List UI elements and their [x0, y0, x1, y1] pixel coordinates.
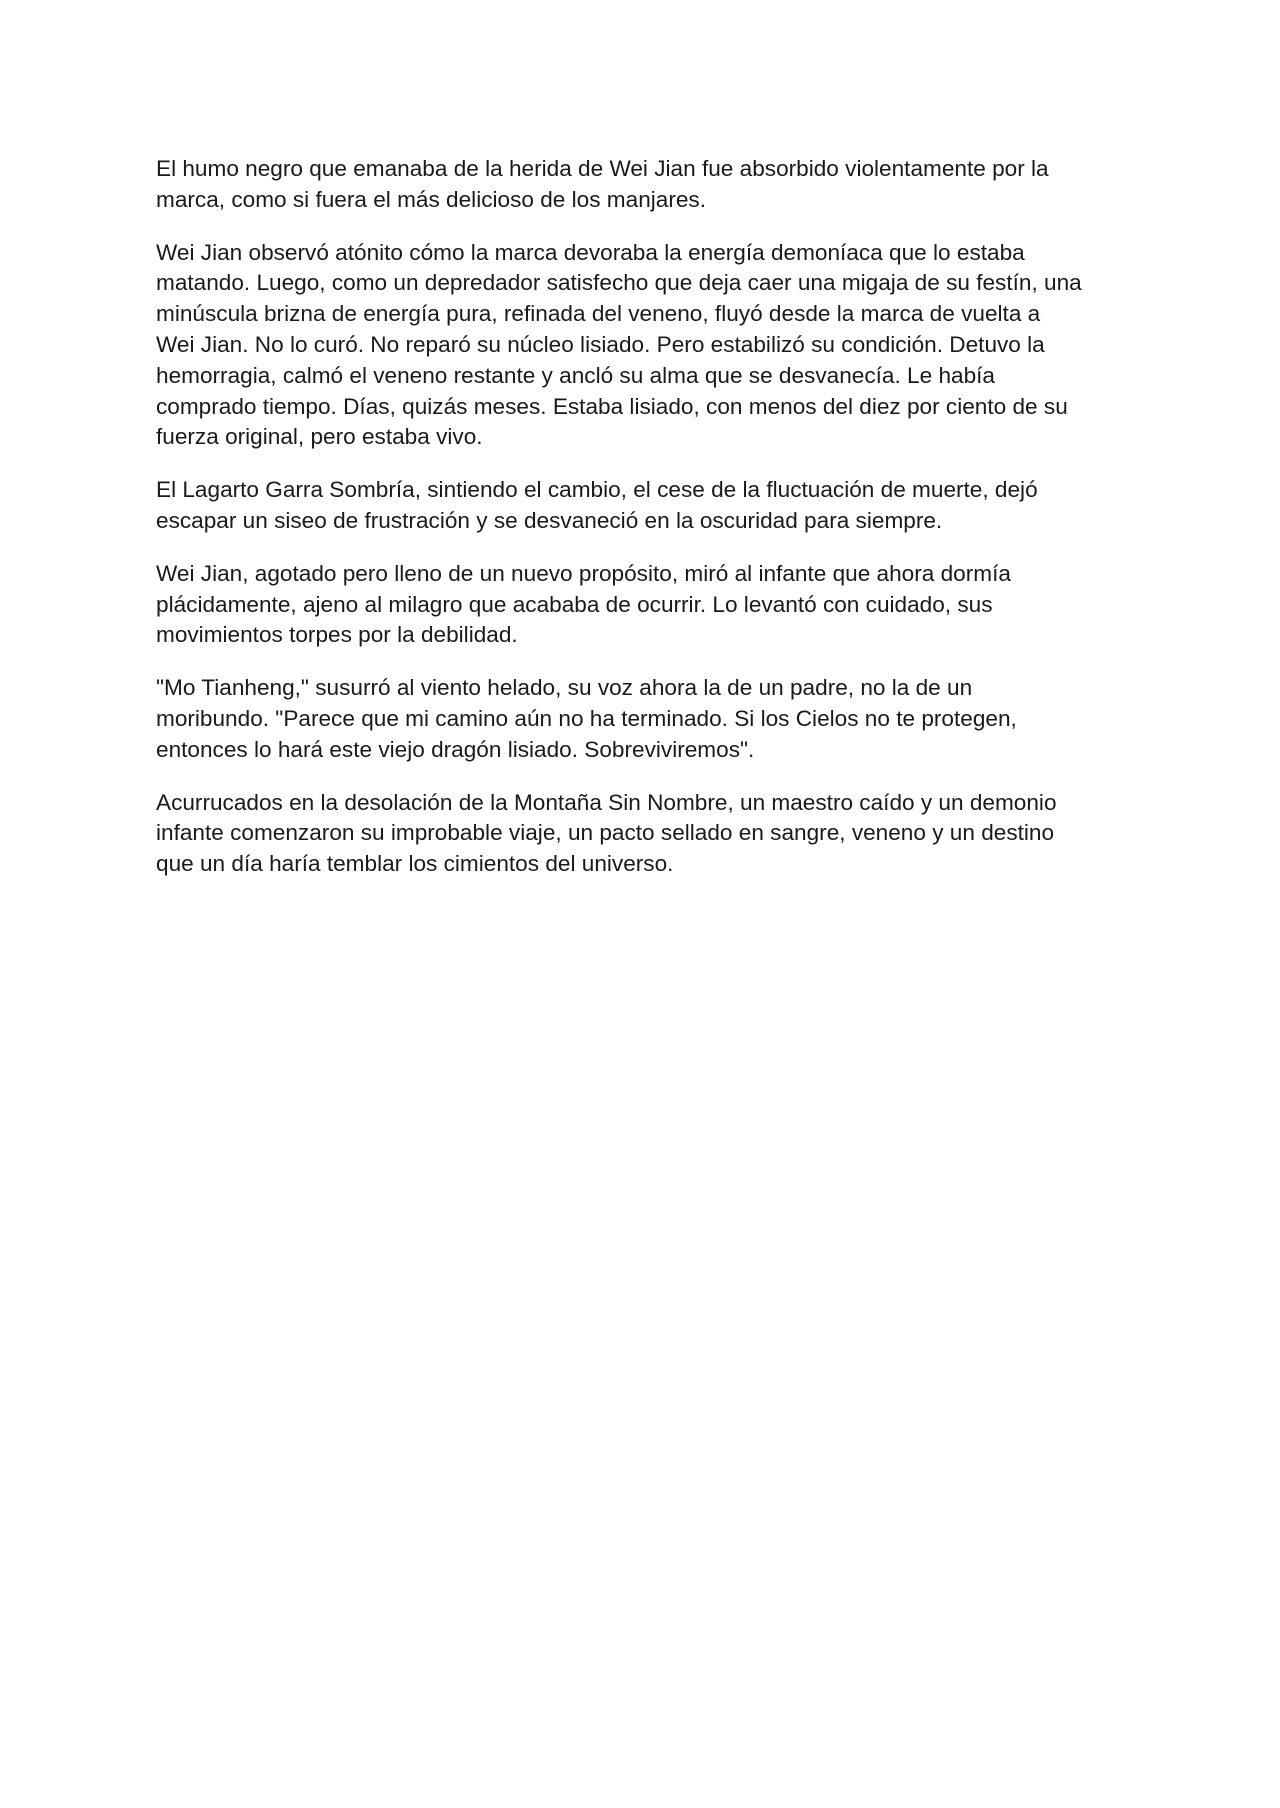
- paragraph: El humo negro que emanaba de la herida de Wei Jian fue absorbido violentamente por la marca, como si fuera el más delicioso de los manjares.: [156, 156, 1049, 212]
- paragraph: El Lagarto Garra Sombría, sintiendo el cambio, el cese de la fluctuación de muerte, dejó escapar un siseo de frustración y se desvaneció en la oscuridad para siempre.: [156, 477, 1038, 533]
- document-body: [156, 154, 1146, 902]
- paragraph: Wei Jian, agotado pero lleno de un nuevo propósito, miró al infante que ahora dormía plácidamente, ajeno al milagro que acababa de ocurrir. Lo levantó con cuidado, sus movimientos torpes por la debilidad.: [156, 560, 1011, 648]
- paragraph: Wei Jian observó atónito cómo la marca devoraba la energía demoníaca que lo estaba matando. Luego, como un depredador satisfecho que deja caer una migaja de su festín, una minúscula brizna de energía pura, refinada del veneno, fluyó desde la marca de vuelta a Wei Jian. No lo curó. No reparó su núcleo lisiado. Pero estabilizó su condición. Detuvo la hemorragia, calmó el veneno restante y ancló su alma que se desvanecía. Le había comprado tiempo. Días, quizás meses. Estaba lisiado, con menos del diez por ciento de su fuerza original, pero estaba vivo.: [156, 239, 1082, 450]
- paragraph: Acurrucados en la desolación de la Montaña Sin Nombre, un maestro caído y un demonio infante comenzaron su improbable viaje, un pacto sellado en sangre, veneno y un destino que un día haría temblar los cimientos del universo.: [156, 789, 1057, 877]
- paragraph: "Mo Tianheng," susurró al viento helado, su voz ahora la de un padre, no la de un moribundo. "Parece que mi camino aún no ha terminado. Si los Cielos no te protegen, entonces lo hará este viejo dragón lisiado. Sobreviviremos".: [156, 675, 1017, 762]
